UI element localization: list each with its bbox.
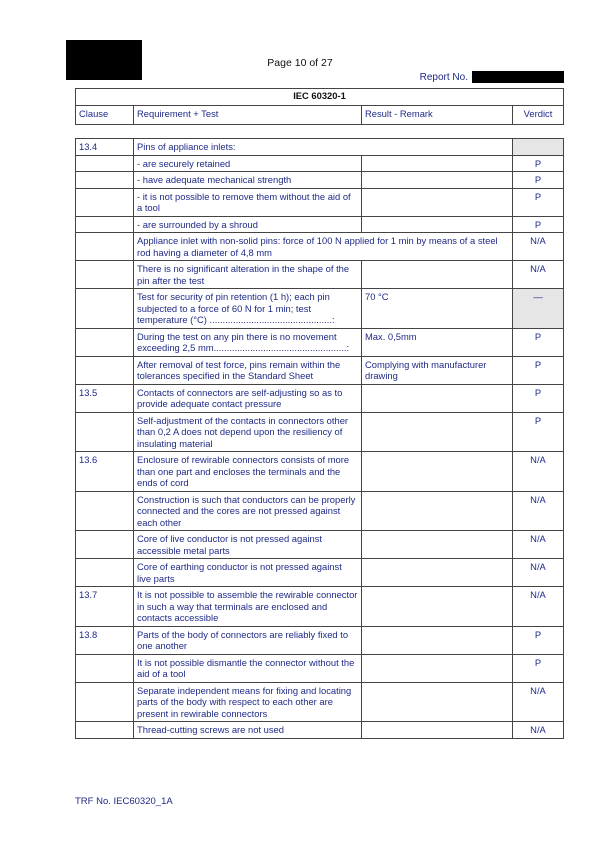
requirement-cell: Appliance inlet with non-solid pins: force of 100 N applied for 1 min by means of a steel rod having a diameter of 4,8 mm	[134, 233, 513, 261]
clause-cell	[76, 722, 134, 739]
requirement-cell: Pins of appliance inlets:	[134, 139, 513, 156]
verdict-cell: P	[513, 328, 564, 356]
requirement-cell: - it is not possible to remove them without the aid of a tool	[134, 188, 362, 216]
result-cell	[362, 216, 513, 233]
verdict-cell: N/A	[513, 531, 564, 559]
requirement-cell: It is not possible dismantle the connector without the aid of a tool	[134, 654, 362, 682]
standard-title: IEC 60320-1	[76, 89, 564, 106]
table-row	[76, 412, 564, 452]
result-cell	[362, 559, 513, 587]
result-cell	[362, 261, 513, 289]
requirement-cell: Test for security of pin retention (1 h); each pin subjected to a force of 60 N for 1 min; test temperature (°C) ...............................................:	[134, 289, 362, 329]
clause-cell	[76, 216, 134, 233]
table-row	[76, 626, 564, 654]
table-row	[76, 384, 564, 412]
requirement-cell: After removal of test force, pins remain within the tolerances specified in the Standard Sheet	[134, 356, 362, 384]
table-row	[76, 172, 564, 189]
requirement-cell: Enclosure of rewirable connectors consists of more than one part and encloses the terminals and the ends of cord	[134, 452, 362, 492]
table-row	[76, 356, 564, 384]
table-row	[76, 559, 564, 587]
result-cell	[362, 452, 513, 492]
result-cell	[362, 412, 513, 452]
requirement-cell: There is no significant alteration in the shape of the pin after the test	[134, 261, 362, 289]
verdict-cell: N/A	[513, 682, 564, 722]
table-row	[76, 233, 564, 261]
verdict-cell: N/A	[513, 452, 564, 492]
table-row	[76, 654, 564, 682]
result-cell: Complying with manufacturer drawing	[362, 356, 513, 384]
table-row	[76, 491, 564, 531]
clause-cell	[76, 172, 134, 189]
requirement-cell: During the test on any pin there is no movement exceeding 2,5 mm...................................................:	[134, 328, 362, 356]
requirement-cell: Core of live conductor is not pressed against accessible metal parts	[134, 531, 362, 559]
requirement-cell: Self-adjustment of the contacts in connectors other than 0,2 A does not depend upon the resiliency of insulating material	[134, 412, 362, 452]
result-cell	[362, 172, 513, 189]
clause-cell	[76, 261, 134, 289]
requirement-cell: Core of earthing conductor is not pressed against live parts	[134, 559, 362, 587]
verdict-cell: N/A	[513, 559, 564, 587]
result-cell	[362, 722, 513, 739]
clause-cell	[76, 289, 134, 329]
requirement-cell: Contacts of connectors are self-adjusting so as to provide adequate contact pressure	[134, 384, 362, 412]
clause-cell: 13.7	[76, 587, 134, 627]
clause-cell	[76, 356, 134, 384]
footer-trf-number: TRF No. IEC60320_1A	[75, 796, 173, 807]
verdict-cell	[513, 139, 564, 156]
clause-cell: 13.4	[76, 139, 134, 156]
verdict-cell: N/A	[513, 722, 564, 739]
table-row	[76, 722, 564, 739]
clause-cell: 13.5	[76, 384, 134, 412]
table-row	[76, 328, 564, 356]
column-header-verdict: Verdict	[513, 106, 564, 125]
result-cell	[362, 654, 513, 682]
clause-cell	[76, 531, 134, 559]
clause-cell	[76, 188, 134, 216]
verdict-cell: N/A	[513, 491, 564, 531]
verdict-cell: P	[513, 626, 564, 654]
result-cell	[362, 531, 513, 559]
requirement-cell: - have adequate mechanical strength	[134, 172, 362, 189]
result-cell	[362, 626, 513, 654]
table-row	[76, 216, 564, 233]
table-row	[76, 452, 564, 492]
result-cell	[362, 188, 513, 216]
requirement-cell: Parts of the body of connectors are reliably fixed to one another	[134, 626, 362, 654]
result-cell: Max. 0,5mm	[362, 328, 513, 356]
clause-cell	[76, 328, 134, 356]
verdict-cell: P	[513, 654, 564, 682]
table-row	[76, 531, 564, 559]
verdict-cell: N/A	[513, 587, 564, 627]
requirement-cell: Thread-cutting screws are not used	[134, 722, 362, 739]
verdict-cell: N/A	[513, 261, 564, 289]
clause-cell	[76, 412, 134, 452]
requirements-table	[75, 138, 564, 739]
result-cell	[362, 384, 513, 412]
result-cell	[362, 491, 513, 531]
verdict-cell: P	[513, 155, 564, 172]
report-number	[420, 71, 564, 83]
verdict-cell: P	[513, 188, 564, 216]
report-no-label: Report No.	[419, 71, 468, 83]
column-header-requirement: Requirement + Test	[134, 106, 362, 125]
verdict-cell: P	[513, 384, 564, 412]
requirement-cell: It is not possible to assemble the rewirable connector in such a way that terminals are enclosed and contacts accessible	[134, 587, 362, 627]
verdict-cell: —	[513, 289, 564, 329]
result-cell	[362, 587, 513, 627]
verdict-cell: P	[513, 412, 564, 452]
table-row	[76, 587, 564, 627]
clause-cell: 13.6	[76, 452, 134, 492]
requirement-cell: Separate independent means for fixing and locating parts of the body with respect to each other are present in rewirable connectors	[134, 682, 362, 722]
clause-cell	[76, 682, 134, 722]
verdict-cell: P	[513, 216, 564, 233]
page-number: Page 10 of 27	[267, 57, 333, 69]
clause-cell	[76, 233, 134, 261]
result-cell: 70 °C	[362, 289, 513, 329]
clause-cell	[76, 559, 134, 587]
verdict-cell: N/A	[513, 233, 564, 261]
column-header-clause: Clause	[76, 106, 134, 125]
verdict-cell: P	[513, 172, 564, 189]
result-cell	[362, 155, 513, 172]
requirement-cell: - are securely retained	[134, 155, 362, 172]
result-cell	[362, 682, 513, 722]
table-row	[76, 139, 564, 156]
requirement-cell: - are surrounded by a shroud	[134, 216, 362, 233]
verdict-cell: P	[513, 356, 564, 384]
column-header-result: Result - Remark	[362, 106, 513, 125]
header-table	[75, 88, 564, 125]
clause-cell	[76, 155, 134, 172]
clause-cell	[76, 654, 134, 682]
requirement-cell: Construction is such that conductors can be properly connected and the cores are not pressed against each other	[134, 491, 362, 531]
redacted-report-number	[472, 71, 564, 83]
table-row	[76, 155, 564, 172]
table-row	[76, 682, 564, 722]
table-row	[76, 188, 564, 216]
clause-cell: 13.8	[76, 626, 134, 654]
table-row	[76, 289, 564, 329]
table-row	[76, 261, 564, 289]
clause-cell	[76, 491, 134, 531]
